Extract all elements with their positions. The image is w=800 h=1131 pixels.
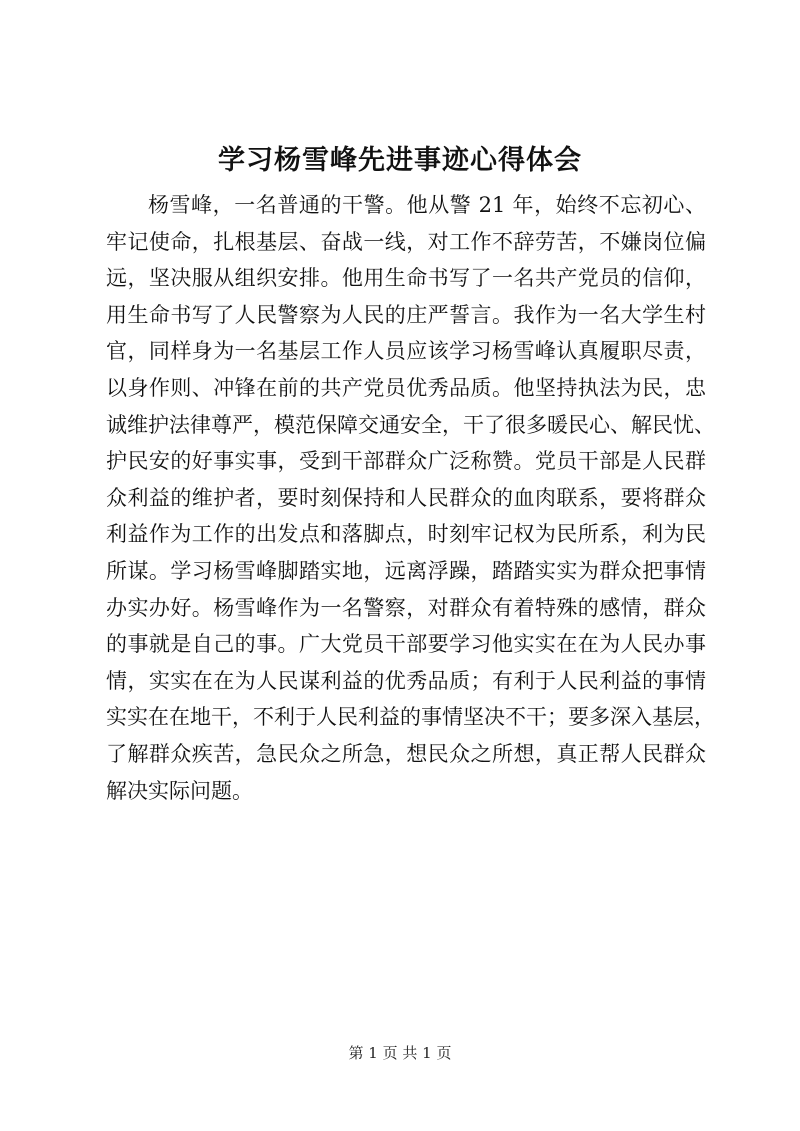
paragraph-line: 所谋。学习杨雪峰脚踏实地，远离浮躁，踏踏实实为群众把事情 [106,558,706,583]
paragraph-line: 官，同样身为一名基层工作人员应该学习杨雪峰认真履职尽责， [106,339,706,364]
page-footer: 第 1 页 共 1 页 [348,1044,452,1062]
paragraph-line: 众利益的维护者，要时刻保持和人民群众的血肉联系，要将群众 [106,485,706,510]
paragraph-line: 情，实实在在为人民谋利益的优秀品质；有利于人民利益的事情 [106,668,706,693]
paragraph-line: 办实办好。杨雪峰作为一名警察，对群众有着特殊的感情，群众 [106,595,706,620]
paragraph-line: 解决实际问题。 [106,778,253,803]
page-title: 学习杨雪峰先进事迹心得体会 [218,145,582,176]
paragraph-line: 杨雪峰，一名普通的干警。他从警 21 年，始终不忘初心、 [148,193,706,217]
paragraph-line: 用生命书写了人民警察为人民的庄严誓言。我作为一名大学生村 [106,302,706,327]
body-paragraph [106,187,715,809]
paragraph-line: 护民安的好事实事，受到干部群众广泛称赞。党员干部是人民群 [106,449,706,474]
paragraph-line: 远，坚决服从组织安排。他用生命书写了一名共产党员的信仰， [106,266,706,291]
paragraph-line: 以身作则、冲锋在前的共产党员优秀品质。他坚持执法为民，忠 [106,375,706,400]
paragraph-line: 了解群众疾苦，急民众之所急，想民众之所想，真正帮人民群众 [106,741,706,766]
paragraph-line: 牢记使命，扎根基层、奋战一线，对工作不辞劳苦，不嫌岗位偏 [106,229,706,254]
paragraph-line: 利益作为工作的出发点和落脚点，时刻牢记权为民所系，利为民 [106,522,706,547]
paragraph-line: 的事就是自己的事。广大党员干部要学习他实实在在为人民办事 [106,632,706,657]
paragraph-line: 实实在在地干，不利于人民利益的事情坚决不干；要多深入基层， [106,705,715,730]
paragraph-line: 诚维护法律尊严，模范保障交通安全，干了很多暖民心、解民忧、 [106,412,715,437]
